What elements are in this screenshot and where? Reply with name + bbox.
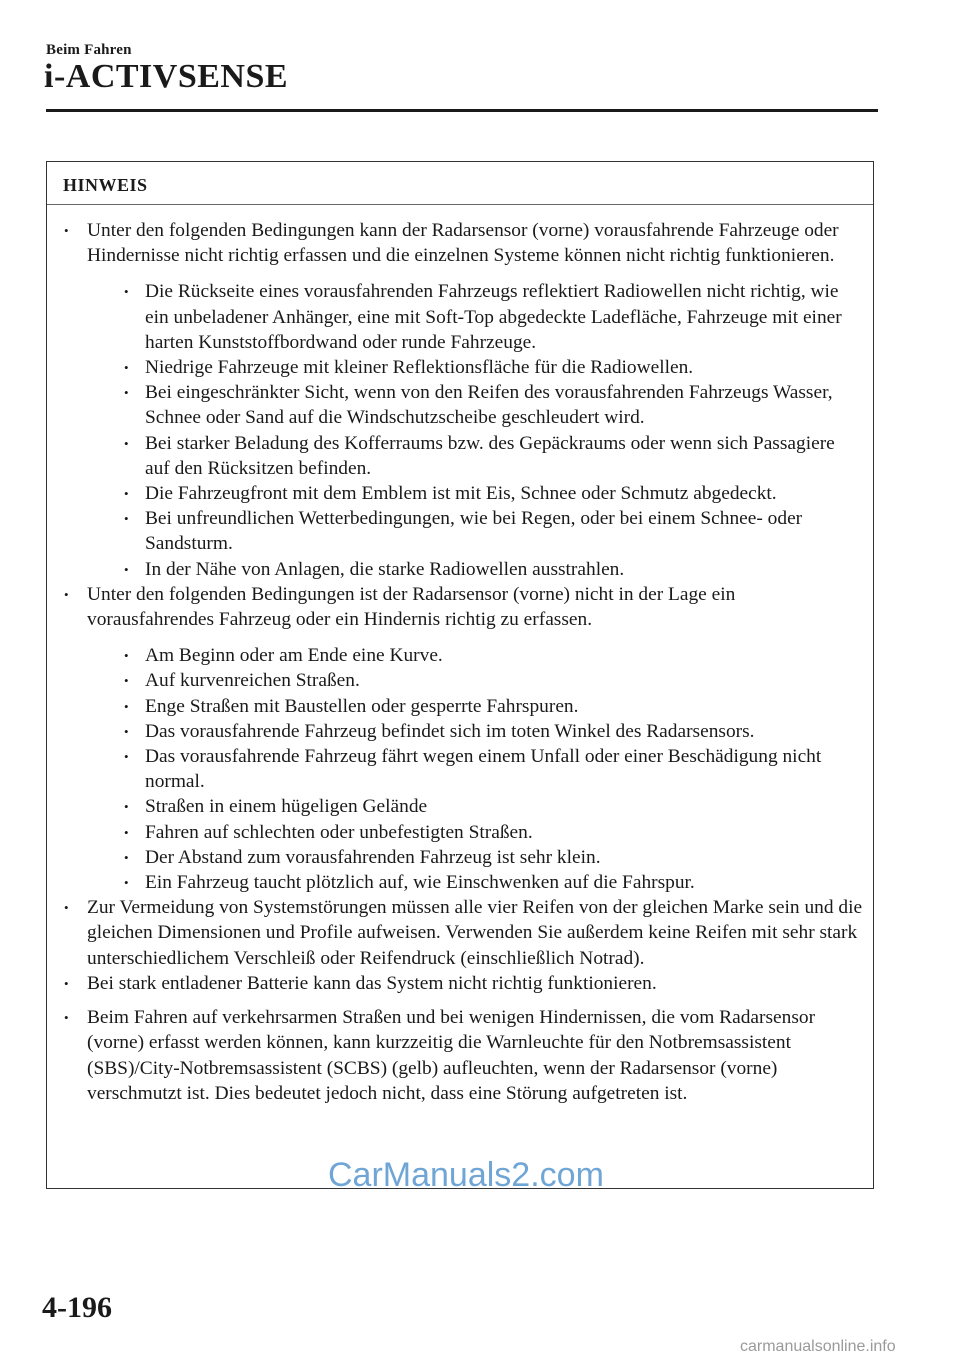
- section-label: Beim Fahren: [46, 42, 132, 58]
- watermark-carmanuals2: CarManuals2.com: [328, 1156, 604, 1194]
- sub-item-text: Die Rückseite eines vorausfahrenden Fahrzeugs reflektiert Radiowellen nicht richtig, wie ein unbeladener Anhänger, eine mit Soft-Top abgedeckte Ladefläche, Fahrzeuge mit einer harten Kunststoffbordwand oder runde Fahrzeuge.: [145, 281, 842, 353]
- watermark-carmanualsonline: carmanualsonline.info: [740, 1338, 896, 1355]
- sub-item-text: Niedrige Fahrzeuge mit kleiner Reflektionsfläche für die Radiowellen.: [145, 357, 694, 379]
- sub-item: [87, 694, 865, 719]
- header-rule: [46, 109, 878, 112]
- note-item: [47, 218, 873, 582]
- bullet-icon: •: [64, 223, 69, 238]
- note-item-text: Beim Fahren auf verkehrsarmen Straßen und bei wenigen Hindernissen, die vom Radarsensor (vorne) erfasst werden können, kann kurzzeitig die Warnleuchte für den Notbremsassistent (SBS)/City-Notbremsassistent (SCBS) (gelb) aufleuchten, wenn der Radarsensor (vorne) verschmutzt ist. Dies bedeutet jedoch nicht, dass eine Störung aufgetreten ist.: [87, 1007, 816, 1104]
- note-item-text: Unter den folgenden Bedingungen kann der Radarsensor (vorne) vorausfahrende Fahrzeuge oder Hindernisse nicht richtig erfassen und die einzelnen Systeme können nicht richtig funktionieren.: [87, 220, 839, 267]
- sub-item-text: Das vorausfahrende Fahrzeug fährt wegen einem Unfall oder einer Beschädigung nicht normal.: [145, 746, 822, 793]
- bullet-icon: •: [124, 698, 129, 714]
- bullet-icon: •: [64, 900, 69, 916]
- bullet-icon: •: [64, 975, 69, 991]
- sub-item-text: Bei starker Beladung des Kofferraums bzw. des Gepäckraums oder wenn sich Passagiere auf den Rücksitzen befinden.: [145, 432, 835, 479]
- sub-item: [87, 643, 865, 668]
- note-title: HINWEIS: [63, 175, 148, 195]
- sub-item: [87, 719, 865, 744]
- sub-item-text: Bei eingeschränkter Sicht, wenn von den Reifen des vorausfahrenden Fahrzeugs Wasser, Schnee oder Sand auf die Windschutzscheibe geschleudert wird.: [145, 382, 833, 429]
- bullet-icon: •: [64, 586, 69, 602]
- sub-item-text: Bei unfreundlichen Wetterbedingungen, wie bei Regen, oder bei einem Schnee- oder Sandsturm.: [145, 508, 803, 555]
- note-item: [47, 1005, 873, 1106]
- note-list: [47, 218, 873, 1106]
- note-body: [47, 218, 873, 1106]
- sub-item-text: Der Abstand zum vorausfahrenden Fahrzeug ist sehr klein.: [145, 846, 601, 868]
- sub-item: [87, 380, 865, 430]
- sub-item-text: Am Beginn oder am Ende eine Kurve.: [145, 645, 443, 667]
- note-item: [47, 582, 873, 895]
- sub-item: [87, 820, 865, 845]
- bullet-icon: •: [124, 648, 129, 664]
- bullet-icon: •: [124, 875, 129, 891]
- note-item: [47, 971, 873, 996]
- sub-item: [87, 845, 865, 870]
- bullet-icon: •: [124, 799, 129, 815]
- bullet-icon: •: [124, 385, 129, 401]
- sub-item: [87, 870, 865, 895]
- sub-item: [87, 481, 865, 506]
- sub-item: [87, 506, 865, 556]
- sub-item-text: Das vorausfahrende Fahrzeug befindet sich im toten Winkel des Radarsensors.: [145, 720, 755, 742]
- bullet-icon: •: [124, 435, 129, 451]
- note-item-text: Bei stark entladener Batterie kann das System nicht richtig funktionieren.: [87, 972, 657, 994]
- sub-list: [87, 279, 865, 581]
- sub-item-text: Enge Straßen mit Baustellen oder gesperrte Fahrspuren.: [145, 695, 579, 717]
- note-box: [46, 161, 874, 1189]
- sub-item-text: Die Fahrzeugfront mit dem Emblem ist mit Eis, Schnee oder Schmutz abgedeckt.: [145, 483, 777, 505]
- bullet-icon: •: [64, 1010, 69, 1026]
- bullet-icon: •: [124, 849, 129, 865]
- sub-item: [87, 431, 865, 481]
- bullet-icon: •: [124, 673, 129, 689]
- sub-item: [87, 794, 865, 819]
- bullet-icon: •: [124, 824, 129, 840]
- sub-item-text: Fahren auf schlechten oder unbefestigten Straßen.: [145, 821, 533, 843]
- sub-item: [87, 279, 865, 355]
- bullet-icon: •: [124, 511, 129, 527]
- note-item-text: Unter den folgenden Bedingungen ist der Radarsensor (vorne) nicht in der Lage ein vorausfahrendes Fahrzeug oder ein Hindernis richtig zu erfassen.: [87, 583, 736, 631]
- sub-list: [87, 643, 865, 895]
- note-divider: [47, 204, 873, 205]
- bullet-icon: •: [124, 360, 129, 376]
- sub-item: [87, 744, 865, 794]
- sub-item-text: Ein Fahrzeug taucht plötzlich auf, wie Einschwenken auf die Fahrspur.: [145, 872, 695, 894]
- note-item: [47, 895, 873, 971]
- note-item-text: Zur Vermeidung von Systemstörungen müssen alle vier Reifen von der gleichen Marke sein und die gleichen Dimensionen und Profile aufweisen. Verwenden Sie außerdem keine Reifen mit sehr stark unterschiedlichem Verschleiß oder Reifendruck (einschließlich Notrad).: [87, 897, 863, 969]
- sub-item: [87, 557, 865, 582]
- bullet-icon: •: [124, 749, 129, 765]
- sub-item: [87, 355, 865, 380]
- sub-item-text: Straßen in einem hügeligen Gelände: [145, 796, 428, 818]
- bullet-icon: •: [124, 486, 129, 502]
- bullet-icon: •: [124, 284, 129, 300]
- bullet-icon: •: [124, 561, 129, 577]
- sub-item: [87, 668, 865, 693]
- page-number: 4-196: [42, 1291, 112, 1324]
- bullet-icon: •: [124, 723, 129, 739]
- sub-item-text: In der Nähe von Anlagen, die starke Radiowellen ausstrahlen.: [145, 558, 625, 580]
- sub-item-text: Auf kurvenreichen Straßen.: [145, 670, 360, 692]
- chapter-title: i-ACTIVSENSE: [44, 58, 289, 95]
